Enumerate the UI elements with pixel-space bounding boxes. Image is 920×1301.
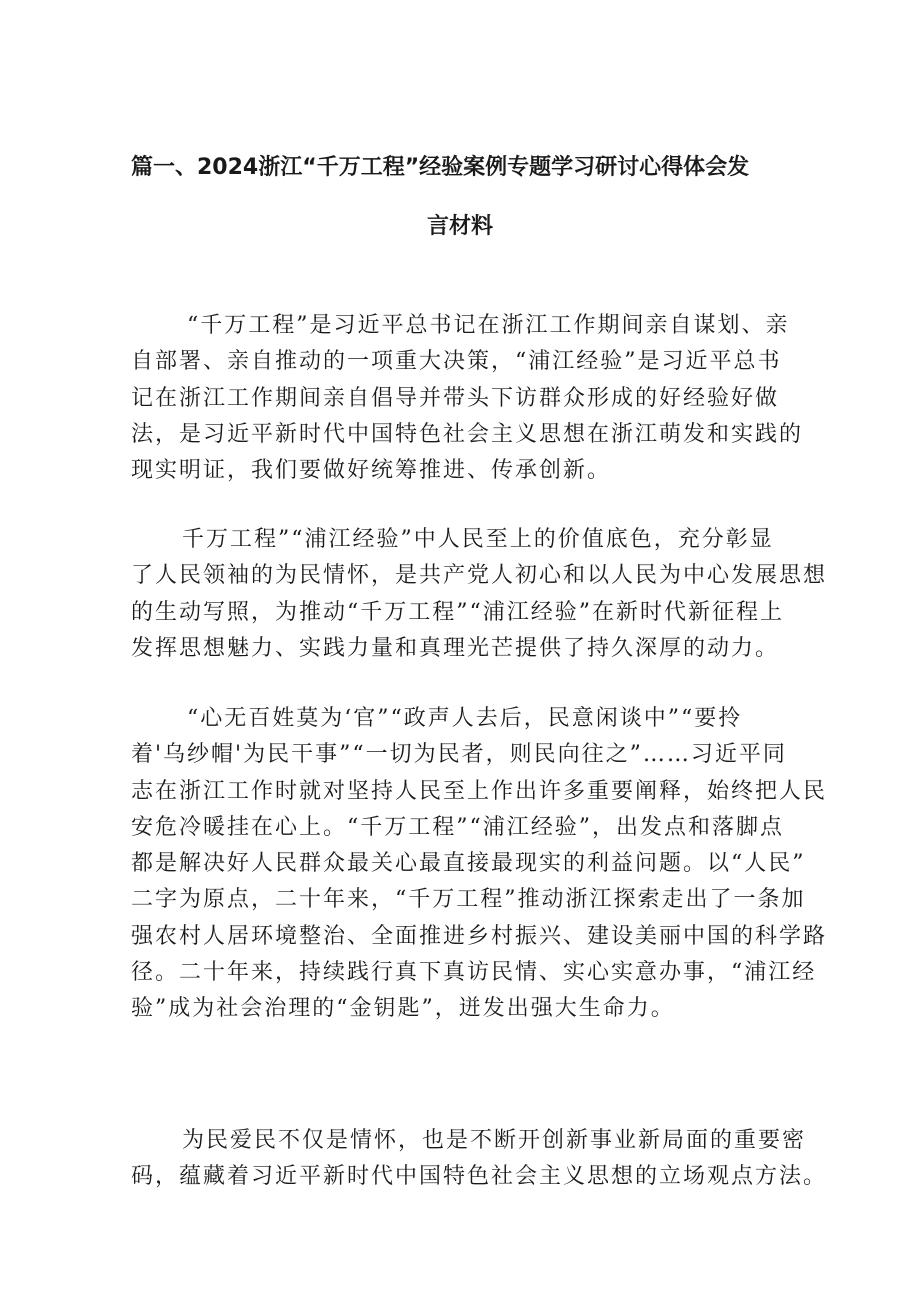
paragraph-line: 千万工程”“浦江经验”中人民至上的价值底色，充分彰显	[182, 527, 774, 552]
document-title-line-1: 篇一、2024浙江“千万工程”经验案例专题学习研讨心得体会发	[131, 155, 750, 180]
paragraph-line: “心无百姓莫为‘官”“政声人去后，民意闲谈中”“要拎	[187, 706, 743, 731]
paragraph-line: 志在浙江工作时就对坚持人民至上作出许多重要阐释，始终把人民	[131, 778, 828, 804]
paragraph-4	[131, 1123, 828, 1196]
paragraph-line: 记在浙江工作期间亲自倡导并带头下访群众形成的好经验好做	[131, 385, 780, 411]
paragraph-line: 发挥思想魅力、实践力量和真理光芒提供了持久深厚的动力。	[131, 635, 780, 661]
paragraph-line: “千万工程”是习近平总书记在浙江工作期间亲自谋划、亲	[187, 313, 790, 338]
paragraph-line: 安危冷暖挂在心上。“千万工程”“浦江经验”，出发点和落脚点	[131, 814, 784, 840]
paragraph-2	[131, 522, 828, 667]
paragraph-line: 二字为原点，二十年来，“千万工程”推动浙江探索走出了一条加	[131, 887, 806, 913]
paragraph-line: 都是解决好人民群众最关心最直接最现实的利益问题。以“人民”	[131, 851, 806, 877]
paragraph-line: 为民爱民不仅是情怀，也是不断开创新事业新局面的重要密	[182, 1128, 807, 1153]
paragraph-line: 的生动写照，为推动“千万工程”“浦江经验”在新时代新征程上	[131, 599, 784, 625]
paragraph-3	[131, 701, 828, 1028]
paragraph-line: 现实明证，我们要做好统筹推进、传承创新。	[131, 458, 612, 484]
document-title-line-2: 言材料	[426, 214, 493, 239]
paragraph-line: 径。二十年来，持续践行真下真访民情、实心实意办事，“浦江经	[131, 960, 817, 986]
paragraph-line: 着'乌纱帽'为民干事”“一切为民者，则民向往之”……习近平同	[131, 742, 787, 768]
paragraph-line: 码，蕴藏着习近平新时代中国特色社会主义思想的立场观点方法。	[131, 1164, 828, 1190]
paragraph-line: 验”成为社会治理的“金钥匙”，迸发出强大生命力。	[131, 996, 675, 1022]
paragraph-line: 强农村人居环境整治、全面推进乡村振兴、建设美丽中国的科学路	[131, 923, 828, 949]
paragraph-1	[131, 308, 804, 489]
paragraph-line: 自部署、亲自推动的一项重大决策，“浦江经验”是习近平总书	[131, 349, 782, 375]
paragraph-line: 法，是习近平新时代中国特色社会主义思想在浙江萌发和实践的	[131, 421, 804, 447]
paragraph-line: 了人民领袖的为民情怀，是共产党人初心和以人民为中心发展思想	[131, 563, 828, 589]
